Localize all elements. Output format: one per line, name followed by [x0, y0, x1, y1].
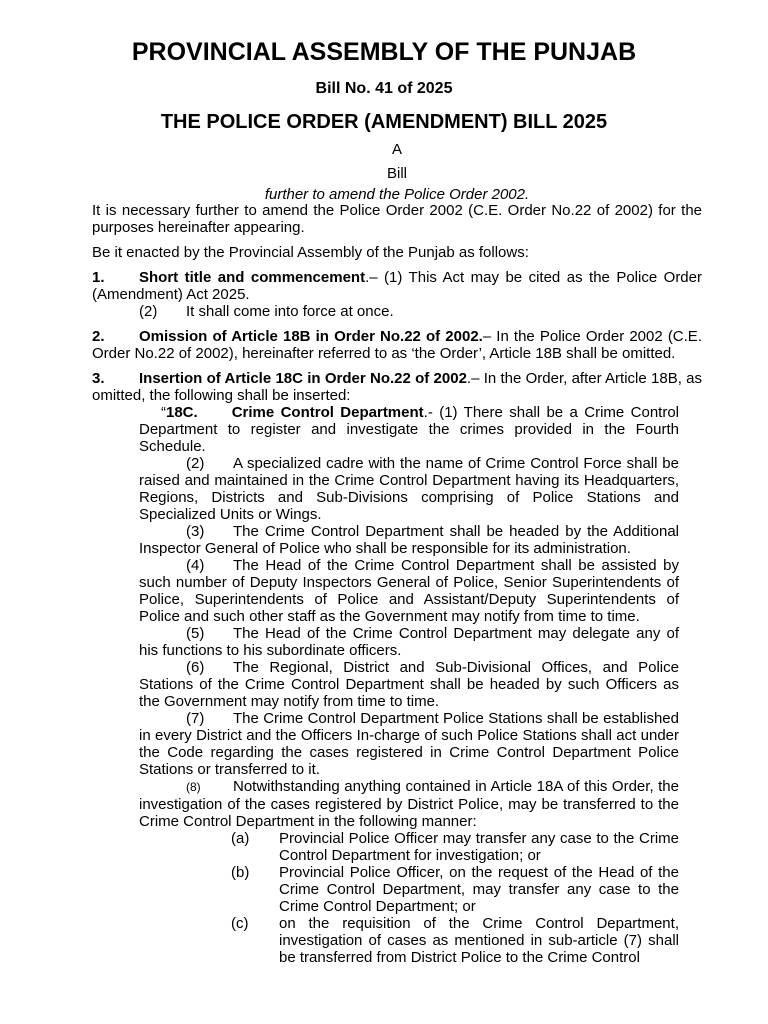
- section-1-subsection: [92, 303, 702, 320]
- item-text: Provincial Police Officer, on the request of the Head of the Crime Control Department, may transfer any case to the Crime Control Department; or: [279, 864, 679, 915]
- inserted-article-18c: [139, 404, 679, 966]
- assembly-title: PROVINCIAL ASSEMBLY OF THE PUNJAB: [131, 38, 637, 66]
- enacting-clause: Be it enacted by the Provincial Assembly of the Punjab as follows:: [92, 244, 529, 261]
- item-label: (c): [231, 915, 249, 932]
- clause-4-number: (4): [186, 557, 205, 574]
- open-quote: “: [161, 404, 166, 421]
- article-18c-clause-5: [139, 625, 679, 659]
- item-text: on the requisition of the Crime Control Department, investigation of cases as mentioned in sub-article (7) shall be transferred from District Police to the Crime Control: [279, 915, 679, 966]
- section-3-heading: Insertion of Article 18C in Order No.22 of 2002: [139, 370, 467, 387]
- article-18c-clause-2: [139, 455, 679, 523]
- clause-6-text: The Regional, District and Sub-Divisional Offices, and Police Stations of the Crime Control Department shall be headed by such Officers as the Government may notify from time to time.: [139, 659, 679, 710]
- subsection-number: (2): [139, 303, 158, 320]
- clause-2-number: (2): [186, 455, 205, 472]
- clause-4-text: The Head of the Crime Control Department shall be assisted by such number of Deputy Inspectors General of Police, Senior Superintendents of Police, Superintendents of Police and Assistant/Deputy Superintendents of Police and such other staff as the Government may notify from time to time.: [139, 557, 679, 625]
- clause-7-number: (7): [186, 710, 205, 727]
- clause-3-text: The Crime Control Department shall be headed by the Additional Inspector General of Police who shall be responsible for its administration.: [139, 523, 679, 557]
- list-item: [231, 864, 679, 915]
- article-number: 18C.: [166, 404, 198, 421]
- item-text: Provincial Police Officer may transfer any case to the Crime Control Department for investigation; or: [279, 830, 679, 864]
- bill-body: [92, 202, 702, 966]
- article-18c-clause-3: [139, 523, 679, 557]
- bill-number: Bill No. 41 of 2025: [315, 80, 453, 97]
- list-item: [231, 830, 679, 864]
- clause-3-number: (3): [186, 523, 205, 540]
- clause-8-text: Notwithstanding anything contained in Article 18A of this Order, the investigation of the cases registered by District Police, may be transferred to the Crime Control Department in the following manner:: [139, 778, 679, 830]
- section-2-text: – In the Police Order 2002 (C.E. Order No.22 of 2002), hereinafter referred to as ‘the Order’, Article 18B shall be omitted.: [92, 328, 702, 362]
- section-2-heading: Omission of Article 18B in Order No.22 of 2002.: [139, 328, 483, 345]
- clause-8-number: (8): [186, 780, 201, 794]
- clause-1-text: .- (1) There shall be a Crime Control Department to register and investigate the crimes provided in the Fourth Schedule.: [139, 404, 679, 455]
- article-18c-clause-7: [139, 710, 679, 778]
- bill-purpose: further to amend the Police Order 2002.: [264, 186, 530, 203]
- clause-5-text: The Head of the Crime Control Department may delegate any of his functions to his subordinate officers.: [139, 625, 679, 659]
- bill-label: Bill: [386, 165, 407, 182]
- article-18c-clause-8: [139, 778, 679, 830]
- bill-title: THE POLICE ORDER (AMENDMENT) BILL 2025: [160, 111, 608, 133]
- section-2-number: 2.: [92, 328, 105, 345]
- section-1-text: .– (1) This Act may be cited as the Police Order (Amendment) Act 2025.: [92, 269, 702, 303]
- subsection-text: It shall come into force at once.: [186, 303, 394, 320]
- clause-8-items: [231, 830, 679, 966]
- article-18c-clause-1: [139, 404, 679, 455]
- item-label: (a): [231, 830, 250, 847]
- article-heading: Crime Control Department: [231, 404, 424, 421]
- item-label: (b): [231, 864, 250, 881]
- clause-2-text: A specialized cadre with the name of Crime Control Force shall be raised and maintained in the Crime Control Department having its Headquarters, Regions, Districts and Sub-Divisions comprising of Police Stations and Specialized Units or Wings.: [139, 455, 679, 523]
- clause-6-number: (6): [186, 659, 205, 676]
- section-2: [92, 328, 702, 362]
- preamble-paragraph: It is necessary further to amend the Police Order 2002 (C.E. Order No.22 of 2002) for the purposes hereinafter appearing.: [92, 202, 702, 236]
- list-item: [231, 915, 679, 966]
- clause-7-text: The Crime Control Department Police Stations shall be established in every District and the Officers In-charge of such Police Stations shall act under the Code regarding the cases registered in Crime Control Department Police Stations or transferred to it.: [139, 710, 679, 778]
- article-18c-clause-4: [139, 557, 679, 625]
- clause-5-number: (5): [186, 625, 205, 642]
- article-18c-clause-6: [139, 659, 679, 710]
- section-3: [92, 370, 702, 404]
- section-1-heading: Short title and commencement: [139, 269, 366, 286]
- section-1-number: 1.: [92, 269, 105, 286]
- section-3-number: 3.: [92, 370, 105, 387]
- a-label: A: [391, 141, 402, 158]
- section-1: [92, 269, 702, 303]
- section-3-text: .– In the Order, after Article 18B, as omitted, the following shall be inserted:: [92, 370, 702, 404]
